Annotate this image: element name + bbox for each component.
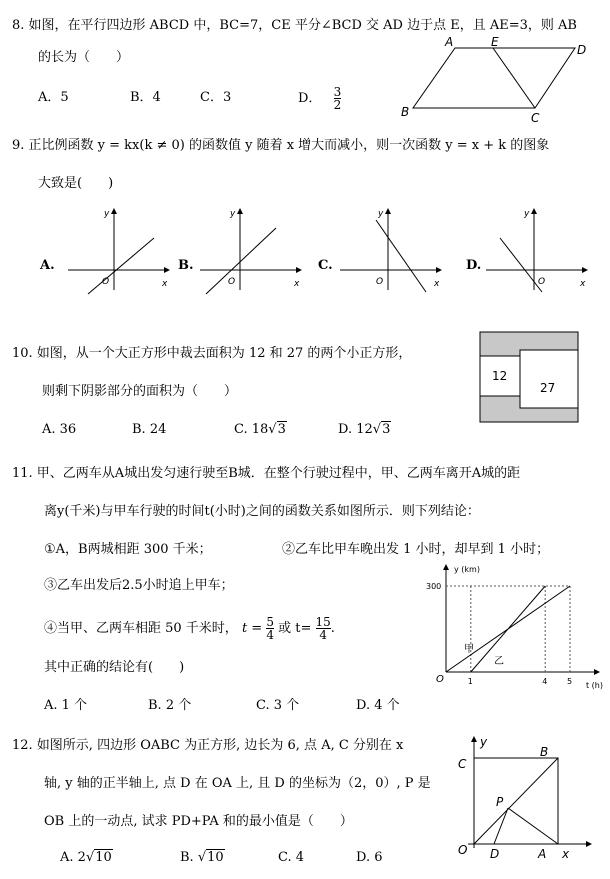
q9-option-d-label: D. <box>466 258 482 273</box>
q8-option-d-denominator: 2 <box>333 98 342 112</box>
q9-c-x-label: x <box>434 279 440 289</box>
q8-label-c: C <box>531 111 540 125</box>
q9-a-o-label: O <box>102 277 110 287</box>
q11-series-group <box>446 586 570 672</box>
q10-stem-line2: 则剩下阴影部分的面积为（ ） <box>42 384 238 399</box>
q9-option-c-label: C. <box>318 258 333 273</box>
q8-parallelogram-figure <box>395 34 595 124</box>
q8-option-d-numerator: 3 <box>333 85 342 99</box>
q12-label-c: C <box>458 757 467 771</box>
q11-series-yi-label: 乙 <box>494 656 504 667</box>
q12-label-b: B <box>540 745 549 759</box>
q9-option-a-label: A. <box>40 258 55 273</box>
q12-option-a-text: A. 2 <box>60 850 86 865</box>
q11-option-a: A. 1 个 <box>44 698 88 713</box>
q9-a-x-label: x <box>162 279 168 289</box>
q11-xtick-5: 5 <box>567 677 573 686</box>
q9-graph-b <box>200 208 310 298</box>
q11-stem-line1: 11. 甲、乙两车从A城出发匀速行驶至B城．在整个行驶过程中，甲、乙两车离开A城的距 <box>12 466 521 481</box>
q12-label-p: P <box>496 795 504 809</box>
q8-label-e: E <box>491 35 499 49</box>
q9-b-x-label: x <box>294 279 300 289</box>
q8-option-c: C．3 <box>200 90 232 105</box>
q8-label-d: D <box>577 43 587 57</box>
q11-s4-text: ④当甲、乙两车相距 50 千米时， <box>44 621 238 636</box>
q11-s4-frac2-num: 15 <box>315 615 331 629</box>
q11-x-axis-arrow <box>594 669 600 675</box>
q10-option-b: B. 24 <box>132 422 167 437</box>
q10-option-c-text: C. 18 <box>234 422 269 437</box>
q12-option-b: B. √10 <box>180 850 224 865</box>
q9-graph-a <box>68 208 178 298</box>
q8-option-d-fraction <box>334 86 342 111</box>
q10-big-square-label: 27 <box>540 381 556 395</box>
q10-option-d-text: D. 12 <box>338 422 373 437</box>
q11-ytick-300: 300 <box>426 582 442 591</box>
q11-statement-2: ②乙车比甲车晚出发 1 小时，却早到 1 小时； <box>282 542 550 557</box>
q12-label-x: x <box>562 847 570 861</box>
q11-s4-frac2-den: 4 <box>316 628 331 641</box>
q11-s4-frac1 <box>266 616 274 641</box>
q11-s4-frac1-num: 5 <box>266 615 274 629</box>
q9-graph-c <box>340 208 450 298</box>
q12-label-o: O <box>458 843 468 857</box>
q8-stem-line2: 的长为（ ） <box>38 50 130 65</box>
q10-option-d-radicand: 3 <box>382 422 391 437</box>
q11-ylabel: y (km) <box>454 565 480 574</box>
q12-stem-line1: 12. 如图所示, 四边形 OABC 为正方形, 边长为 6, 点 A, C 分别在 x <box>12 738 404 753</box>
q10-option-c-radicand: 3 <box>277 422 286 437</box>
q10-option-a: A. 36 <box>42 422 77 437</box>
q11-s4-frac1-den: 4 <box>266 628 274 642</box>
q8-label-b: B <box>401 105 410 119</box>
q12-option-c: C. 4 <box>278 850 305 865</box>
q11-series-jia-label: 甲 <box>464 644 474 655</box>
q11-option-b: B. 2 个 <box>148 698 192 713</box>
q12-label-a: A <box>538 847 547 861</box>
q11-y-axis-arrow <box>443 564 449 570</box>
q11-line-chart <box>418 560 608 690</box>
q12-label-d: D <box>490 847 500 861</box>
q8-option-b: B．4 <box>130 90 161 105</box>
q11-statement-1: ①A，B两城相距 300 千米； <box>44 542 212 557</box>
q8-label-a: A <box>445 35 454 49</box>
q10-option-d: D. 12√3 <box>338 422 391 437</box>
q10-stem-line1: 10. 如图，从一个大正方形中裁去面积为 12 和 27 的两个小正方形， <box>12 346 412 361</box>
q12-label-y: y <box>480 735 488 749</box>
q10-option-c: C. 18√3 <box>234 422 286 437</box>
q12-square-figure <box>454 736 604 862</box>
q9-c-y-label: y <box>378 209 384 219</box>
q9-stem-line1: 9. 正比例函数 y = kx(k ≠ 0) 的函数值 y 随着 x 增大而减小，则一次函数 y = x + k 的图象 <box>12 138 550 153</box>
q9-b-o-label: O <box>228 277 236 287</box>
q8-option-d <box>298 86 341 111</box>
q9-a-y-label: y <box>104 209 110 219</box>
q8-option-a: A．5 <box>38 90 69 105</box>
q9-d-y-label: y <box>524 209 530 219</box>
q9-c-o-label: O <box>376 277 384 287</box>
q11-statement-3: ③乙车出发后2.5小时追上甲车； <box>44 578 234 593</box>
q11-s4-or: 或 t= <box>278 621 312 636</box>
q9-graph-d <box>486 208 596 298</box>
q11-question: 其中正确的结论有( ) <box>44 660 185 675</box>
q12-option-a: A. 2√10 <box>60 850 112 865</box>
q11-stem-line2: 离y(千米)与甲车行驶的时间t(小时)之间的函数关系如图所示．则下列结论： <box>44 504 480 519</box>
q11-origin: O <box>436 674 444 685</box>
q9-d-x-label: x <box>580 279 586 289</box>
q11-option-c: C. 3 个 <box>256 698 300 713</box>
q11-s4-end: . <box>330 621 335 636</box>
q9-d-o-label: O <box>538 277 546 287</box>
q10-squares-figure <box>480 332 580 424</box>
q9-option-b-label: B. <box>178 258 194 273</box>
q11-xlabel: t (h) <box>586 681 603 690</box>
q12-option-b-radicand: 10 <box>207 850 224 865</box>
q12-option-a-radicand: 10 <box>95 850 112 865</box>
q12-option-b-text: B. <box>180 850 198 865</box>
q11-s4-t: t = <box>241 621 263 636</box>
q11-series-line-1 <box>471 586 545 672</box>
q9-b-y-label: y <box>230 209 236 219</box>
q9-stem-line2: 大致是( ) <box>38 176 114 191</box>
q8-stem-line1: 8. 如图，在平行四边形 ABCD 中，BC=7，CE 平分∠BCD 交 AD 边于点 E，且 AE=3，则 AB <box>12 18 577 33</box>
q11-option-d: D. 4 个 <box>356 698 400 713</box>
q10-small-square-label: 12 <box>492 369 508 383</box>
q12-stem-line2: 轴, y 轴的正半轴上, 点 D 在 OA 上, 且 D 的坐标为（2，0）, P 是 <box>44 776 431 791</box>
q12-stem-line3: OB 上的一动点, 试求 PD+PA 和的最小值是（ ） <box>44 814 353 829</box>
q12-option-d: D. 6 <box>356 850 383 865</box>
q11-s4-frac2 <box>316 616 331 641</box>
q11-statement-4 <box>44 616 335 641</box>
q11-xtick-1: 1 <box>467 677 473 686</box>
q8-option-d-label: D． <box>298 91 322 106</box>
q11-xtick-4: 4 <box>542 677 548 686</box>
